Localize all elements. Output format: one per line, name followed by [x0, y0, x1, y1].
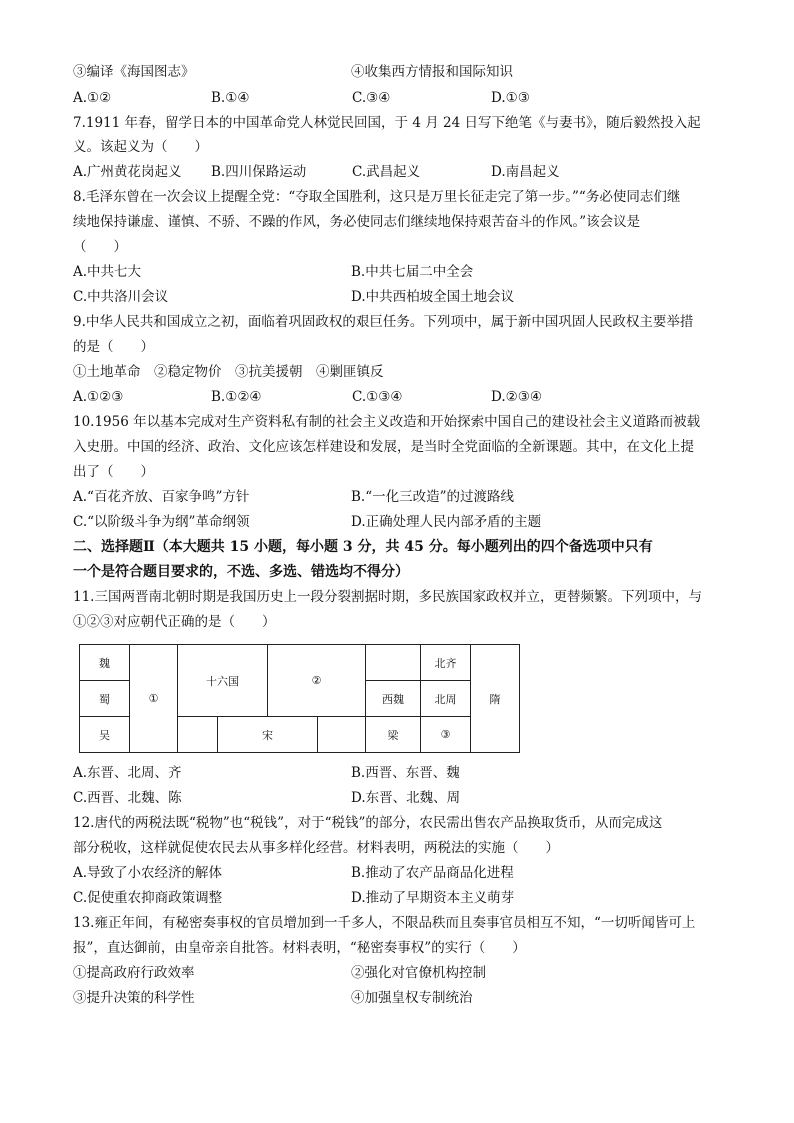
q12-option-d[interactable]: D.推动了早期资本主义萌芽	[351, 890, 515, 906]
cell-wei: 魏	[80, 645, 130, 681]
q13-item-1: ①提高政府行政效率	[73, 965, 195, 981]
q8-stem-2: 续地保持谦虚、谨慎、不骄、不躁的作风，务必使同志们继续地保持艰苦奋斗的作风。”该会议是	[73, 214, 641, 230]
q10-option-d[interactable]: D.正确处理人民内部矛盾的主题	[351, 514, 542, 530]
q12-option-a[interactable]: A.导致了小农经济的解体	[73, 865, 223, 881]
cell-empty-bottom-2	[318, 717, 366, 753]
cell-empty-top	[366, 645, 421, 681]
cell-blank-2: ②	[268, 645, 366, 717]
cell-blank-1: ①	[130, 645, 178, 753]
q10-stem-1: 10.1956 年以基本完成对生产资料私有制的社会主义改造和开始探索中国自己的建设社会主义道路而被载	[73, 414, 701, 430]
cell-sui: 隋	[471, 645, 520, 753]
q13-item-4: ④加强皇权专制统治	[351, 990, 473, 1006]
q10-option-c[interactable]: C.“以阶级斗争为纲”革命纲领	[73, 514, 250, 530]
q6-item-3: ③编译《海国图志》	[73, 64, 195, 80]
cell-wu: 吴	[80, 717, 130, 753]
q8-option-a[interactable]: A.中共七大	[73, 264, 142, 280]
q9-stem-1: 9.中华人民共和国成立之初，面临着巩固政权的艰巨任务。下列项中，属于新中国巩固人民政权主要举措	[73, 314, 694, 330]
q7-option-a[interactable]: A.广州黄花岗起义	[73, 164, 182, 180]
q12-option-c[interactable]: C.促使重农抑商政策调整	[73, 890, 223, 906]
cell-blank-3: ③	[421, 717, 471, 753]
q10-option-a[interactable]: A.“百花齐放、百家争鸣”方针	[73, 489, 250, 505]
q10-stem-2: 入史册。中国的经济、政治、文化应该怎样建设和发展，是当时全党面临的全新课题。其中，在文化上提	[73, 439, 694, 455]
q9-option-c[interactable]: C.①③④	[352, 389, 403, 405]
q6-option-b[interactable]: B.①④	[211, 90, 250, 106]
q8-stem-3: （ ）	[73, 239, 127, 255]
q11-option-a[interactable]: A.东晋、北周、齐	[73, 765, 182, 781]
cell-shu: 蜀	[80, 681, 130, 717]
cell-beizhou: 北周	[421, 681, 471, 717]
q10-stem-3: 出了（ ）	[73, 464, 154, 480]
q13-stem-2: 报”，直达御前，由皇帝亲自批答。材料表明，“秘密奏事权”的实行（ ）	[73, 940, 526, 956]
q7-option-c[interactable]: C.武昌起义	[352, 164, 421, 180]
q9-option-d[interactable]: D.②③④	[491, 389, 542, 405]
q9-items: ①土地革命 ②稳定物价 ③抗美援朝 ④剿匪镇反	[73, 364, 384, 380]
q8-option-c[interactable]: C.中共洛川会议	[73, 289, 169, 305]
q11-option-c[interactable]: C.西晋、北魏、陈	[73, 790, 182, 806]
q11-stem-1: 11.三国两晋南北朝时期是我国历史上一段分裂割据时期，多民族国家政权并立，更替频繁。下列项中，与	[73, 589, 702, 605]
q10-option-b[interactable]: B.“一化三改造”的过渡路线	[351, 489, 515, 505]
q8-option-d[interactable]: D.中共西柏坡全国土地会议	[351, 289, 515, 305]
cell-xiwei: 西魏	[366, 681, 421, 717]
q12-option-b[interactable]: B.推动了农产品商品化进程	[351, 865, 514, 881]
q13-stem-1: 13.雍正年间，有秘密奏事权的官员增加到一千多人，不限品秩而且奏事官员相互不知，“一切听闻皆可上	[73, 915, 696, 931]
cell-empty-bottom-1	[178, 717, 218, 753]
q11-option-d[interactable]: D.东晋、北魏、周	[351, 790, 461, 806]
q11-stem-2: ①②③对应朝代正确的是（ ）	[73, 614, 276, 630]
q12-stem-1: 12.唐代的两税法既“税物”也“税钱”，对于“税钱”的部分，农民需出售农产品换取货币，从而完成这	[73, 815, 663, 831]
q12-stem-2: 部分税收，这样就促使农民去从事多样化经营。材料表明，两税法的实施（ ）	[73, 840, 559, 856]
q13-item-3: ③提升决策的科学性	[73, 990, 195, 1006]
q11-option-b[interactable]: B.西晋、东晋、魏	[351, 765, 460, 781]
q13-item-2: ②强化对官僚机构控制	[351, 965, 486, 981]
q7-stem-2: 义。该起义为（ ）	[73, 139, 208, 155]
q9-stem-2: 的是（ ）	[73, 339, 154, 355]
q9-option-b[interactable]: B.①②④	[211, 389, 262, 405]
q9-option-a[interactable]: A.①②③	[73, 389, 124, 405]
q6-option-d[interactable]: D.①③	[491, 90, 530, 106]
q6-option-c[interactable]: C.③④	[352, 90, 391, 106]
q8-option-b[interactable]: B.中共七届二中全会	[351, 264, 474, 280]
cell-liang: 梁	[366, 717, 421, 753]
q6-item-4: ④收集西方情报和国际知识	[351, 64, 513, 80]
cell-beiqi: 北齐	[421, 645, 471, 681]
q7-option-d[interactable]: D.南昌起义	[491, 164, 560, 180]
dynasty-table	[79, 644, 520, 753]
section2-heading-2: 一个是符合题目要求的，不选、多选、错选均不得分）	[73, 564, 409, 580]
q8-stem-1: 8.毛泽东曾在一次会议上提醒全党：“夺取全国胜利，这只是万里长征走完了第一步。”“务必使同志们继	[73, 189, 681, 205]
q6-option-a[interactable]: A.①②	[73, 90, 112, 106]
cell-song: 宋	[218, 717, 318, 753]
q7-stem-1: 7.1911 年春，留学日本的中国革命党人林觉民回国，于 4 月 24 日写下绝笔《与妻书》，随后毅然投入起	[73, 115, 701, 131]
q7-option-b[interactable]: B.四川保路运动	[211, 164, 307, 180]
cell-sixteen-kingdoms: 十六国	[178, 645, 268, 717]
section2-heading-1: 二、选择题Ⅱ（本大题共 15 小题，每小题 3 分，共 45 分。每小题列出的四个备选项中只有	[73, 539, 653, 555]
